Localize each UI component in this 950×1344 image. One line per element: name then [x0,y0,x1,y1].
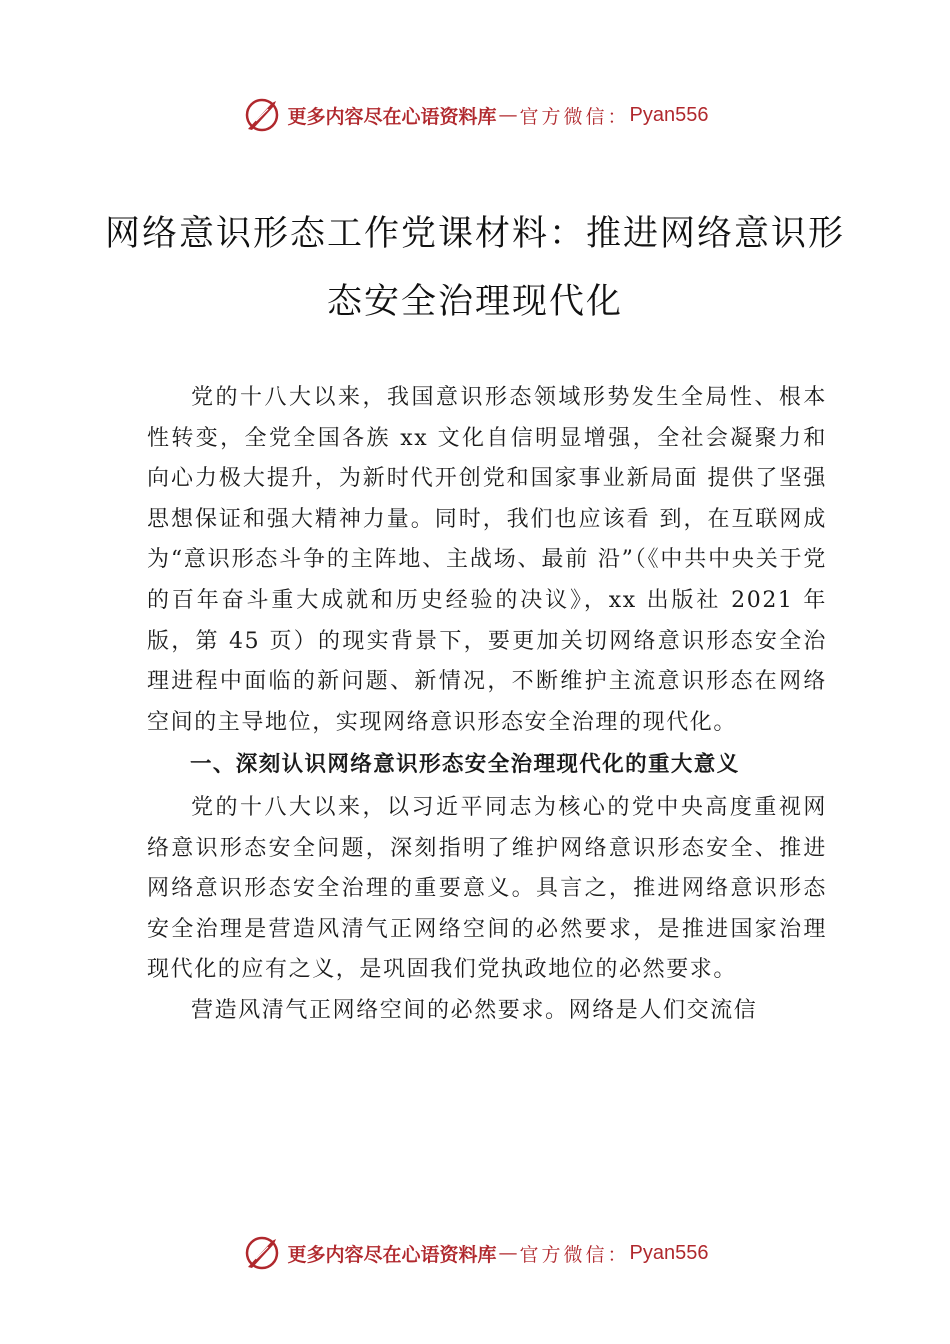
footer-banner [0,1231,950,1275]
section-heading: 一、深刻认识网络意识形态安全治理现代化的重大意义 [190,752,740,778]
banner-dash: — [498,1242,518,1264]
banner-site-text: 更多内容尽在心语资料库 [287,1243,497,1266]
paragraph-significance: 党的十八大以来，以习近平同志为核心的党中央高度重视网络意识形态安全问题，深刻指明了维护网络意识形态安全、推进网络意识形态安全治理的重要意义。具言之，推进网络意识形态安全治理是营造风清气正网络空间的必然要求，是推进国家治理现代化的应有之义，是巩固我们党执政地位的必然要求。 [147,794,827,983]
quill-pen-logo-icon [242,95,282,135]
banner-wechat-label: 官方微信： [519,105,630,128]
banner-wechat-id: Pyan556 [629,1241,709,1264]
paragraph-intro: 党的十八大以来，我国意识形态领域形势发生全局性、根本性转变，全党全国各族 xx 文化自信明显增强，全社会凝聚力和向心力极大提升，为新时代开创党和国家事业新局面 提供了坚强思想保证和强大精神力量。同时，我们也应该看 到，在互联网成为“意识形态斗争的主阵地、主战场、最前 沿”（《中共中央关于党的百年奋斗重大成就和历史经验的决议》，xx 出版社 2021 年版，第 45 页）的现实背景下，要更加关切网络意识形态安全治理进程中面临的新问题、新情况，不断维护主流意识形态在网络空间的主导地位，实现网络意识形态安全治理的现代化。 [147,385,827,735]
banner-wechat-label: 官方微信： [519,1243,630,1266]
document-body [147,378,827,1032]
header-banner [0,93,950,137]
document-title: 网络意识形态工作党课材料：推进网络意识形态安全治理现代化 [104,214,845,322]
banner-wechat-id: Pyan556 [629,103,709,126]
quill-pen-logo-icon [242,1233,282,1273]
paragraph-cyberspace: 营造风清气正网络空间的必然要求。网络是人们交流信 [191,997,758,1023]
banner-site-text: 更多内容尽在心语资料库 [287,105,497,128]
banner-dash: — [498,104,518,126]
